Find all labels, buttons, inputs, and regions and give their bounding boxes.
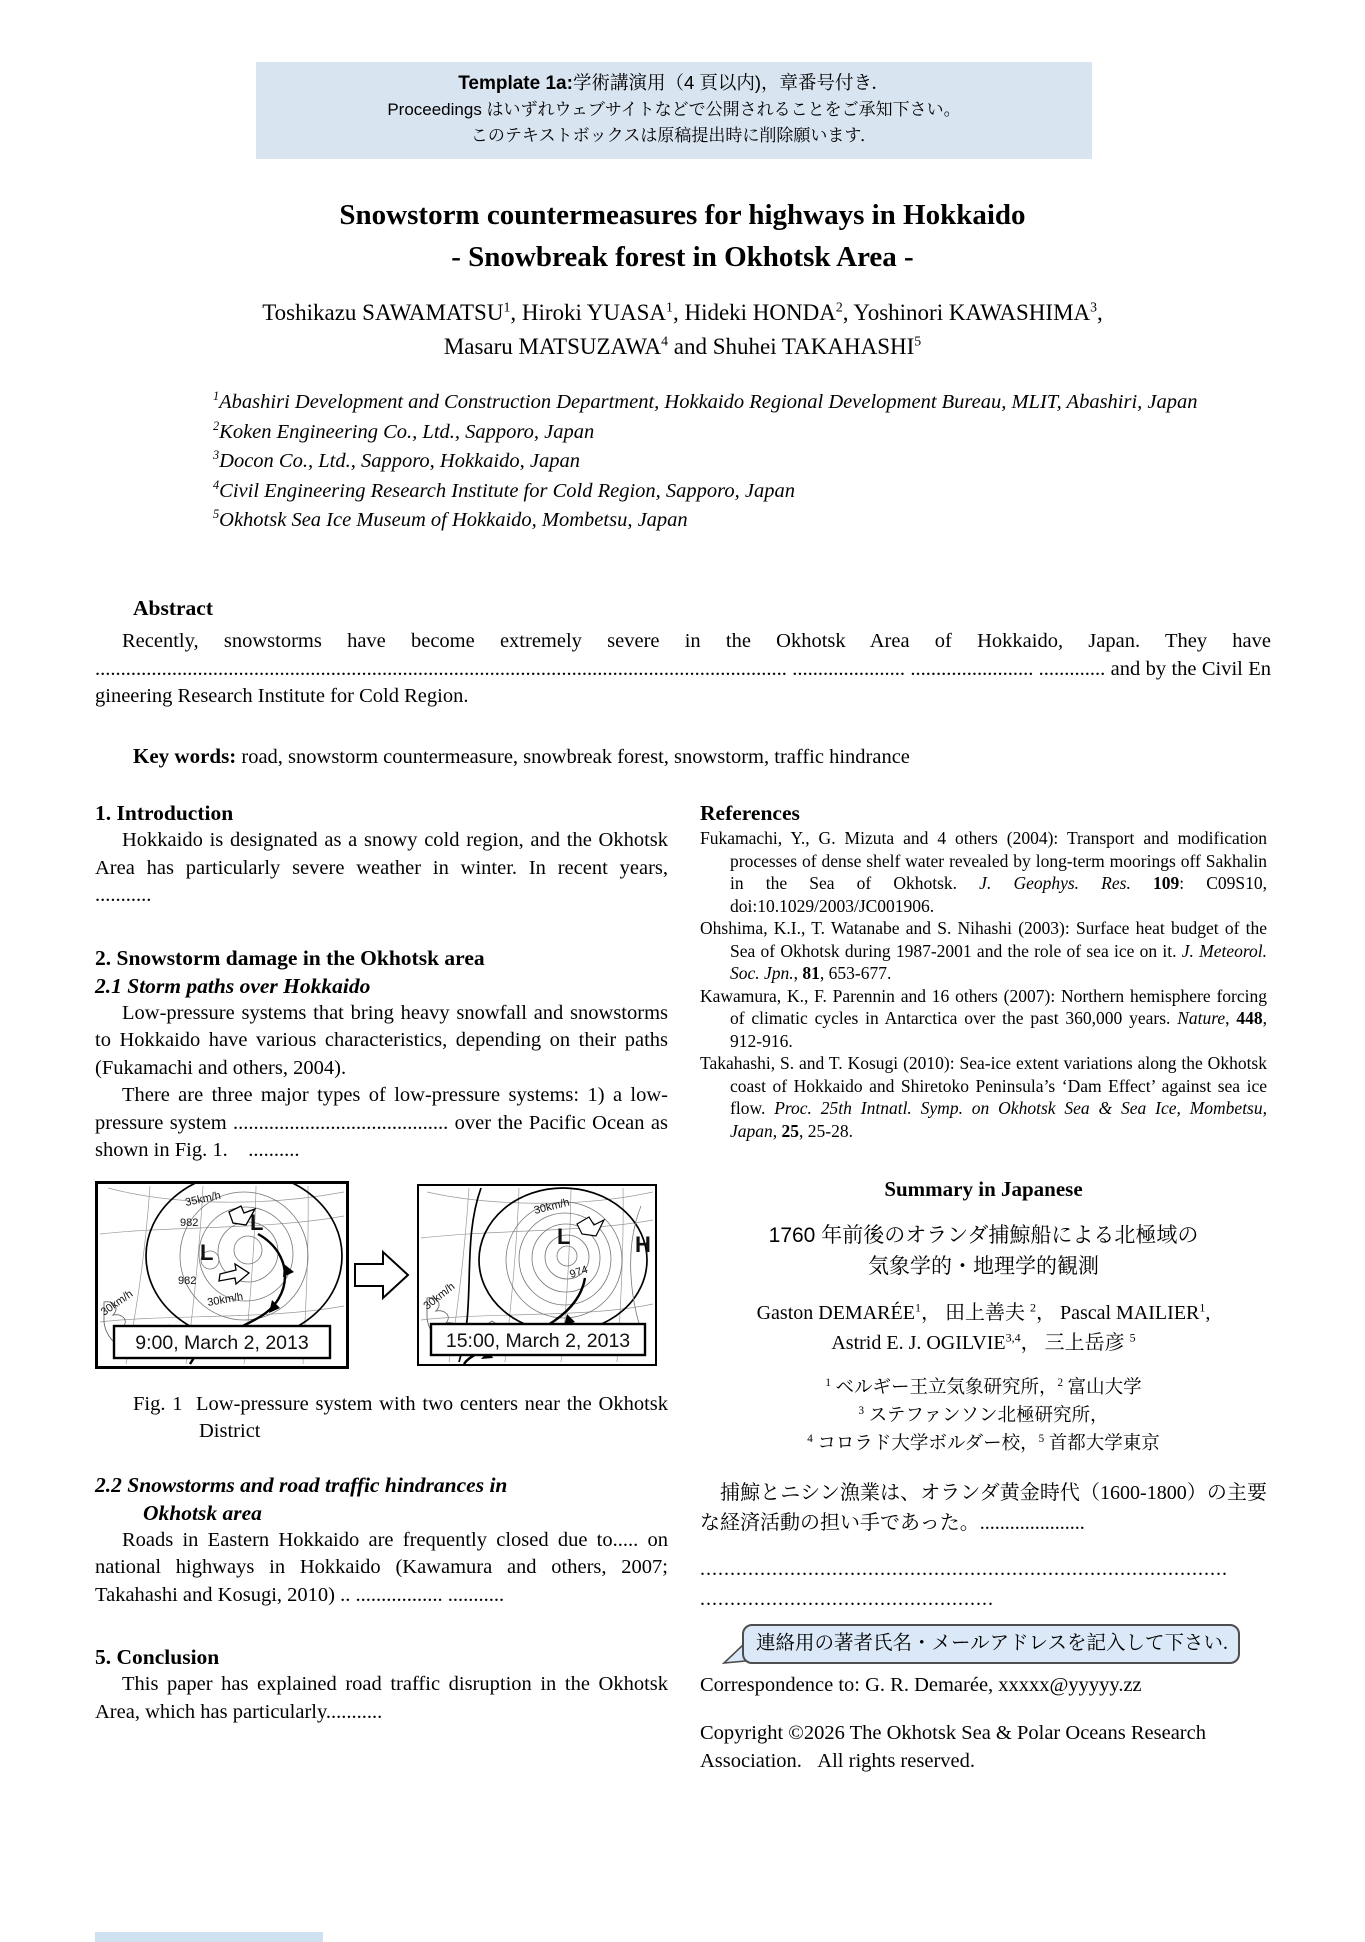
- map1-speed-top-label: 35km/h: [184, 1189, 222, 1209]
- author-list: [0, 296, 1365, 364]
- figure-1-caption-text: Low-pressure system with two centers near the Okhotsk District: [196, 1392, 668, 1442]
- notice-line-1: Template 1a:学術講演用（4 頁以内)，章番号付き．: [458, 72, 890, 94]
- contact-callout-text: 連絡用の著者氏名・メールアドレスを記入して下さい.: [742, 1624, 1240, 1665]
- affiliation-5: $^5$Okhotsk Sea Ice Museum of Hokkaido, Mombetsu, Japan: [213, 507, 688, 531]
- figure-1: [95, 1181, 668, 1369]
- summary-jp-title-line-1: 1760 年前後のオランダ捕鯨船による北極域の: [768, 1223, 1199, 1247]
- section-5-heading: 5. Conclusion: [95, 1645, 220, 1669]
- paper-title-line-2: - Snowbreak forest in Okhotsk Area -: [451, 241, 914, 273]
- affiliation-3: $^3$Docon Co., Ltd., Sapporo, Hokkaido, Japan: [213, 448, 580, 472]
- summary-jp-body: 捕鯨とニシン漁業は、オランダ黄金時代（1600-1800）の主要な経済活動の担い手であった。.....................: [700, 1481, 1267, 1534]
- section-2-1-paragraph-1: Low-pressure systems that bring heavy snowfall and snowstorms to Hokkaido have various characteristics, depending on their paths (Fukamachi and others, 2004).: [95, 1001, 668, 1079]
- map2-speed-top-label: 30km/h: [532, 1196, 571, 1217]
- section-5-paragraph: This paper has explained road traffic disruption in the Okhotsk Area, which has particularly...........: [95, 1673, 668, 1723]
- map1-pressure-1-label: 982: [180, 1216, 199, 1229]
- correspondence-line: Correspondence to: G. R. Demarée, xxxxx@yyyyy.zz: [700, 1674, 1142, 1696]
- figure-1-caption-label: Fig. 1: [133, 1392, 183, 1415]
- section-2-heading: 2. Snowstorm damage in the Okhotsk area: [95, 945, 485, 970]
- summary-jp-affiliations: [700, 1374, 1267, 1458]
- notice-line-3: このテキストボックスは原稿提出時に削除願います．: [470, 126, 878, 145]
- reference-list: [700, 827, 1267, 1142]
- summary-jp-authors-line-1: Gaston DEMARÉE$^1$， 田上善夫 $^2$， Pascal MAILIER$^1$,: [756, 1299, 1211, 1324]
- abstract-body: Recently, snowstorms have become extremely severe in the Okhotsk Area of Hokkaido, Japan. They have ....................................................................................................................................... ...................... ........................ ............. and by the Civil Engineering Research Institute for Cold Region.: [95, 630, 1271, 707]
- summary-jp-authors: [700, 1298, 1267, 1358]
- notice-template-label: Template 1a:: [458, 73, 573, 94]
- summary-jp-title: [700, 1220, 1267, 1282]
- affiliation-list: [213, 388, 1235, 536]
- weather-map-1500-chart: [419, 1186, 655, 1364]
- map2-speed-left-label: 30km/h: [421, 1280, 458, 1312]
- section-2-2-paragraph: Roads in Eastern Hokkaido are frequently closed due to..... on national highways in Hokkaido (Kawamura and others, 2007; Takahashi and Kosugi, 2010) .. ................. ...........: [95, 1528, 668, 1606]
- keywords-text: road, snowstorm countermeasure, snowbreak forest, snowstorm, traffic hindrance: [236, 746, 910, 768]
- map1-pressure-2-label: 982: [178, 1274, 197, 1287]
- map2-low-label: L: [557, 1223, 571, 1249]
- paper-title: [0, 194, 1365, 278]
- section-1-heading: 1. Introduction: [95, 801, 234, 825]
- affiliation-2: $^2$Koken Engineering Co., Ltd., Sapporo, Japan: [213, 418, 595, 443]
- notice-line-2: Proceedings はいずれウェブサイトなどで公開されることをご承知下さい。: [387, 100, 961, 119]
- summary-jp-affiliation-line-2: $^3$ ステファンソン北極研究所，: [858, 1404, 1109, 1426]
- left-column: [95, 799, 668, 1726]
- figure-arrow-icon: [354, 1249, 410, 1301]
- author-line-2: Masaru MATSUZAWA$^4$ and Shuhei TAKAHASHI$^5$: [443, 333, 922, 359]
- summary-jp-heading: Summary in Japanese: [884, 1177, 1083, 1201]
- summary-jp-affiliation-line-3: $^4$ コロラド大学ボルダー校，$^5$ 首都大学東京: [807, 1432, 1160, 1454]
- summary-jp-dots-1: ........................................................................................: [700, 1557, 1228, 1580]
- summary-jp-title-line-2: 気象学的・地理学的観測: [868, 1254, 1099, 1278]
- map1-low-2-label: L: [200, 1239, 214, 1265]
- template-notice-box: [256, 62, 1092, 159]
- summary-jp-dots-2: .................................................: [700, 1587, 994, 1610]
- map2-date-label: 15:00, March 2, 2013: [445, 1329, 631, 1352]
- map1-speed-left-label: 30km/h: [98, 1287, 136, 1318]
- keywords-label: Key words:: [133, 744, 237, 768]
- section-1-paragraph: Hokkaido is designated as a snowy cold region, and the Okhotsk Area has particularly severe weather in winter. In recent years, ...........: [95, 829, 668, 906]
- weather-map-1500: [417, 1184, 657, 1366]
- copyright-line: Copyright ©2026 The Okhotsk Sea & Polar Oceans Research Association. All rights reserved.: [700, 1722, 1206, 1772]
- summary-jp-authors-line-2: Astrid E. J. OGILVIE$^{3,4}$， 三上岳彦 $^5$: [831, 1329, 1136, 1354]
- weather-map-0900: [95, 1181, 349, 1369]
- references-heading: References: [700, 801, 800, 825]
- paper-title-line-1: Snowstorm countermeasures for highways in Hokkaido: [339, 199, 1026, 231]
- weather-map-0900-chart: [98, 1184, 346, 1366]
- abstract-heading: Abstract: [133, 596, 214, 620]
- reference-1: Fukamachi, Y., G. Mizuta and 4 others (2004): Transport and modification processes of dense shelf water revealed by long-term moorings off Sakhalin in the Sea of Okhotsk. J. Geophys. Res. 109: C09S10, doi:10.1029/2003/JC001906.: [700, 828, 1267, 916]
- keywords-line: [133, 744, 1273, 769]
- map1-low-1-label: L: [250, 1209, 264, 1235]
- summary-jp-affiliation-line-1: $^1$ ベルギー王立気象研究所，$^2$ 富山大学: [825, 1376, 1142, 1398]
- section-2-1-paragraph-2: There are three major types of low-pressure systems: 1) a low-pressure system .......................................... over the Pacific Ocean as shown in Fig. 1. ..........: [95, 1084, 668, 1161]
- section-2-1-heading: 2.1 Storm paths over Hokkaido: [95, 973, 371, 998]
- map2-pressure-label: 974: [568, 1263, 590, 1281]
- affiliation-1: $^1$Abashiri Development and Construction Department, Hokkaido Regional Development Bureau, MLIT, Abashiri, Japan: [213, 389, 1198, 413]
- right-column: [700, 799, 1267, 1775]
- section-2-2-heading-line-2: Okhotsk area: [143, 1500, 262, 1525]
- author-line-1: Toshikazu SAWAMATSU$^1$, Hiroki YUASA$^1$, Hideki HONDA$^2$, Yoshinori KAWASHIMA$^3$,: [262, 299, 1103, 325]
- map1-date-label: 9:00, March 2, 2013: [135, 1331, 309, 1354]
- figure-1-caption: [95, 1391, 668, 1445]
- map2-high-label: H: [635, 1231, 651, 1257]
- reference-2: Ohshima, K.I., T. Watanabe and S. Nihashi (2003): Surface heat budget of the Sea of Okhotsk during 1987-2001 and the role of sea ice on it. J. Meteorol. Soc. Jpn., 81, 653-677.: [700, 918, 1268, 983]
- affiliation-4: $^4$Civil Engineering Research Institute for Cold Region, Sapporo, Japan: [213, 477, 795, 502]
- reference-4: Takahashi, S. and T. Kosugi (2010): Sea-ice extent variations along the Okhotsk coast of Hokkaido and Shiretoko Peninsula’s ‘Dam Effect’ against sea ice flow. Proc. 25th Intnatl. Symp. on Okhotsk Sea & Sea Ice, Mombetsu, Japan, 25, 25-28.: [700, 1053, 1267, 1141]
- section-2-2-heading-line-1: 2.2 Snowstorms and road traffic hindrances in: [95, 1472, 508, 1497]
- footer-strip: [95, 1932, 323, 1942]
- map1-speed-mid-label: 30km/h: [206, 1290, 245, 1309]
- reference-3: Kawamura, K., F. Parennin and 16 others (2007): Northern hemisphere forcing of climatic cycles in Antarctica over the past 360,000 years. Nature, 448, 912-916.: [700, 985, 1267, 1051]
- contact-callout: [742, 1624, 1267, 1665]
- section-2-2-heading: [95, 1471, 668, 1527]
